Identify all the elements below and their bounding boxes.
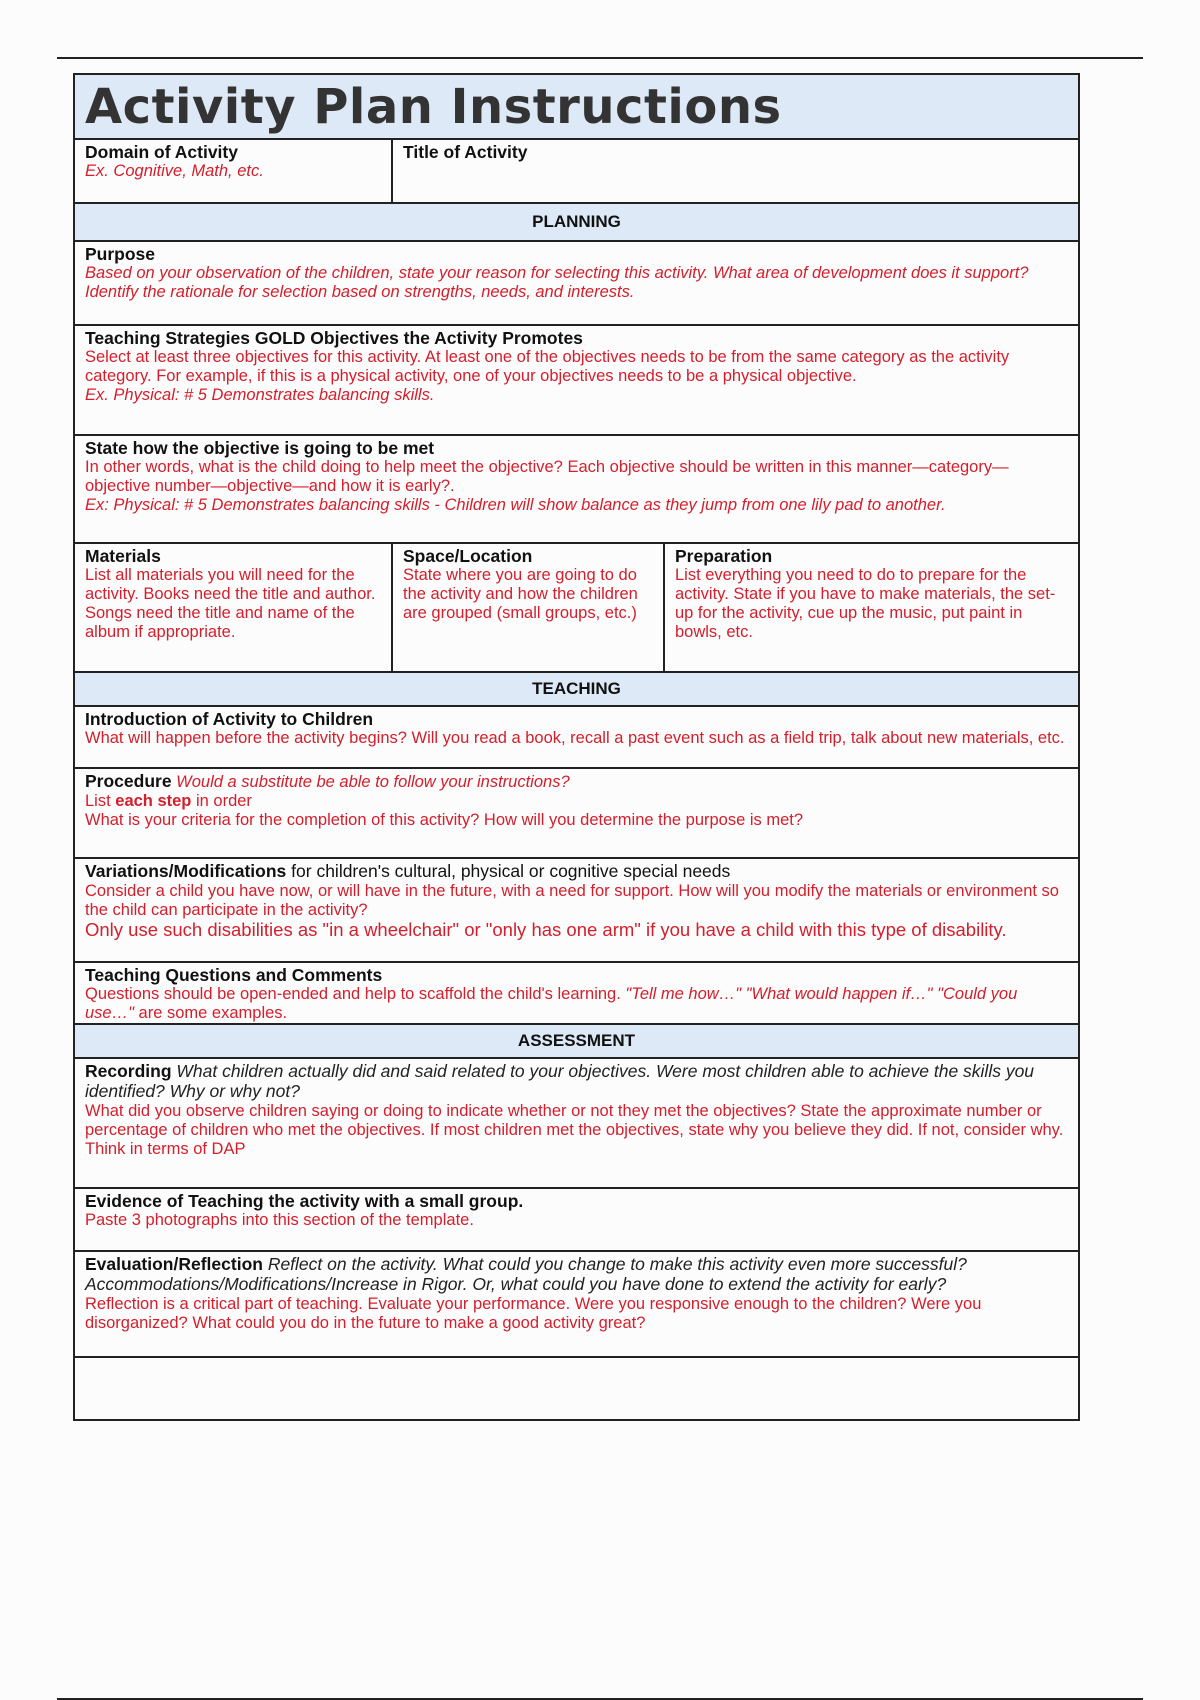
evaluation-text: Reflection is a critical part of teaching. Evaluate your performance. Were you responsive enough to the children? Were you disorganized? What could you do in the future to make a good activity great? [85, 1295, 982, 1332]
teaching-questions-text-c: are some examples. [133, 1004, 288, 1022]
introduction-cell[interactable] [75, 707, 1078, 767]
purpose-label: Purpose [85, 244, 156, 264]
gold-objectives-cell[interactable] [75, 326, 1078, 434]
space-label: Space/Location [403, 546, 533, 566]
space-text: State where you are going to do the activity and how the children are grouped (small groups, etc.) [403, 566, 638, 622]
variations-row [75, 857, 1078, 961]
materials-cell[interactable] [75, 544, 391, 671]
teaching-header [75, 671, 1078, 705]
objective-met-text: In other words, what is the child doing to help meet the objective? Each objective should be written in this manner—category—objective number—objective—and how it is early?. [85, 458, 1009, 495]
gold-objectives-label: Teaching Strategies GOLD Objectives the Activity Promotes [85, 328, 583, 348]
recording-text: What did you observe children saying or doing to indicate whether or not they met the objectives? State the approximate number or percentage of children who met the objectives. If most children met the objectives, state why you believe they did. If not, consider why. Think in terms of DAP [85, 1102, 1064, 1158]
procedure-cell[interactable] [75, 769, 1078, 857]
planning-header [75, 202, 1078, 240]
procedure-criteria: What is your criteria for the completion of this activity? How will you determine the purpose is met? [85, 811, 804, 829]
top-rule [57, 57, 1143, 59]
procedure-list-prefix: List [85, 792, 116, 810]
objective-met-row [75, 434, 1078, 542]
evidence-cell[interactable] [75, 1189, 1078, 1250]
procedure-list-line [85, 792, 1068, 811]
recording-row [75, 1057, 1078, 1187]
evidence-text: Paste 3 photographs into this section of the template. [85, 1211, 474, 1229]
assessment-header [75, 1023, 1078, 1057]
evaluation-row [75, 1250, 1078, 1356]
blank-cell[interactable] [75, 1358, 1078, 1419]
variations-text: Consider a child you have now, or will have in the future, with a need for support. How will you modify the materials or environment so the child can participate in the activity? [85, 882, 1059, 919]
variations-text-2: Only use such disabilities as "in a wheelchair" or "only has one arm" if you have a child with this type of disability. [85, 919, 1007, 940]
activity-title-label: Title of Activity [403, 142, 528, 162]
preparation-cell[interactable] [663, 544, 1078, 671]
domain-label: Domain of Activity [85, 142, 238, 162]
purpose-text: Based on your observation of the children, state your reason for selecting this activity. What area of development does it support? Identify the rationale for selection based on strengths, needs, and interests. [85, 264, 1029, 301]
preparation-label: Preparation [675, 546, 773, 566]
recording-cell[interactable] [75, 1059, 1078, 1187]
objective-met-cell[interactable] [75, 436, 1078, 542]
introduction-text: What will happen before the activity begins? Will you read a book, recall a past event such as a field trip, talk about new materials, etc. [85, 729, 1065, 747]
gold-objectives-row [75, 324, 1078, 434]
document-title: Activity Plan Instructions [85, 78, 782, 135]
preparation-text: List everything you need to do to prepare for the activity. State if you have to make materials, the set-up for the activity, cue up the music, put paint in bowls, etc. [675, 566, 1056, 641]
objective-met-example: Ex: Physical: # 5 Demonstrates balancing skills - Children will show balance as they jump from one lily pad to another. [85, 496, 946, 514]
domain-cell[interactable] [75, 140, 391, 202]
purpose-cell[interactable] [75, 242, 1078, 324]
teaching-heading: TEACHING [532, 679, 621, 698]
variations-label-suffix: for children's cultural, physical or cognitive special needs [286, 861, 731, 881]
blank-row [75, 1356, 1078, 1419]
evidence-label: Evidence of Teaching the activity with a small group. [85, 1191, 524, 1211]
activity-title-cell[interactable] [391, 140, 1078, 202]
recording-label: Recording [85, 1061, 172, 1081]
introduction-row [75, 705, 1078, 767]
procedure-label: Procedure [85, 771, 172, 791]
procedure-list-suffix: in order [191, 792, 252, 810]
variations-label: Variations/Modifications [85, 861, 287, 881]
planning-heading: PLANNING [532, 212, 621, 231]
space-cell[interactable] [391, 544, 663, 671]
title-row [75, 75, 1078, 138]
procedure-list-bold: each step [115, 792, 192, 810]
purpose-row [75, 240, 1078, 324]
introduction-label: Introduction of Activity to Children [85, 709, 374, 729]
teaching-questions-row [75, 961, 1078, 1023]
assessment-heading: ASSESSMENT [517, 1031, 636, 1050]
recording-note: What children actually did and said related to your objectives. Were most children able to achieve the skills you identified? Why or why not? [85, 1061, 1035, 1101]
procedure-row [75, 767, 1078, 857]
objective-met-label: State how the objective is going to be met [85, 438, 435, 458]
teaching-questions-label: Teaching Questions and Comments [85, 965, 383, 985]
activity-plan-form [73, 73, 1080, 1421]
teaching-questions-text-a: Questions should be open-ended and help to scaffold the child's learning. [85, 985, 626, 1003]
evaluation-note: Reflect on the activity. What could you change to make this activity even more successful? Accommodations/Modifications/Increase in Rigor. Or, what could you have done to extend the activity for early? [85, 1254, 967, 1294]
teaching-questions-examples: "Tell me how…" "What would happen if…" "Could you use…" [85, 985, 1018, 1022]
procedure-note: Would a substitute be able to follow your instructions? [176, 773, 570, 791]
evidence-row [75, 1187, 1078, 1250]
variations-cell[interactable] [75, 859, 1078, 961]
materials-text: List all materials you will need for the activity. Books need the title and author. Songs need the title and name of the album if appropriate. [85, 566, 376, 641]
gold-objectives-text: Select at least three objectives for this activity. At least one of the objectives needs to be from the same category as the activity category. For example, if this is a physical activity, one of your objectives needs to be a physical objective. [85, 348, 1010, 385]
materials-space-prep-row [75, 542, 1078, 671]
teaching-questions-text [85, 985, 1068, 1023]
teaching-questions-cell[interactable] [75, 963, 1078, 1023]
domain-example: Ex. Cognitive, Math, etc. [85, 162, 264, 180]
domain-title-row [75, 138, 1078, 202]
gold-objectives-example: Ex. Physical: # 5 Demonstrates balancing skills. [85, 386, 435, 404]
evaluation-label: Evaluation/Reflection [85, 1254, 263, 1274]
materials-label: Materials [85, 546, 161, 566]
evaluation-cell[interactable] [75, 1252, 1078, 1356]
